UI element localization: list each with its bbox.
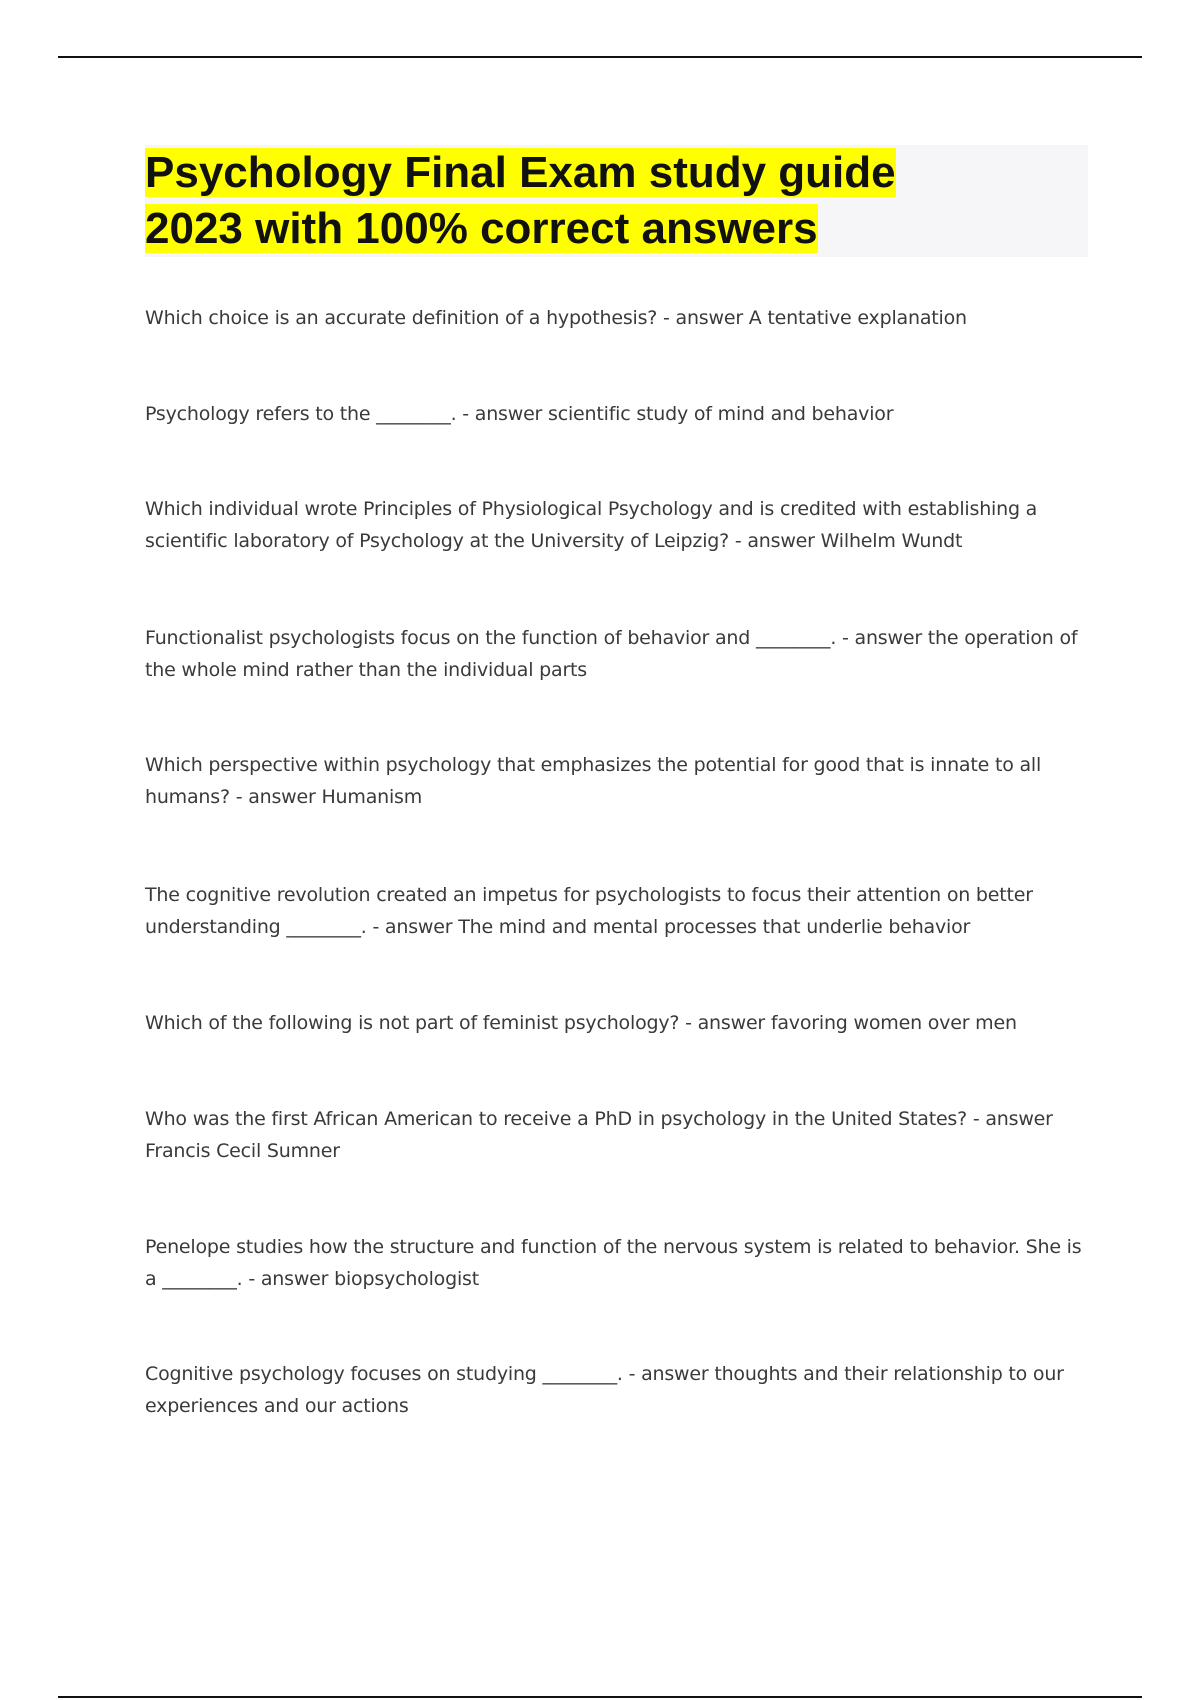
qa-item-1: Which choice is an accurate definition of a hypothesis? - answer A tentative explanation [145, 307, 967, 329]
title-line-2: 2023 with 100% correct answers [145, 204, 818, 253]
title-line-1: Psychology Final Exam study guide [145, 148, 896, 197]
qa-item-9: Penelope studies how the structure and function of the nervous system is related to behavior. She is a ________. - answer biopsychologist [145, 1236, 1082, 1290]
qa-item-8: Who was the first African American to receive a PhD in psychology in the United States? - answer Francis Cecil Sumner [145, 1108, 1053, 1162]
qa-item-3: Which individual wrote Principles of Physiological Psychology and is credited with establishing a scientific laboratory of Psychology at the University of Leipzig? - answer Wilhelm Wundt [145, 498, 1038, 552]
qa-item-2: Psychology refers to the ________. - answer scientific study of mind and behavior [145, 403, 894, 425]
title-block [145, 145, 1088, 257]
qa-item-6: The cognitive revolution created an impetus for psychologists to focus their attention on better understanding ________. - answer The mind and mental processes that underlie behavior [145, 884, 1033, 938]
qa-item-7: Which of the following is not part of feminist psychology? - answer favoring women over men [145, 1012, 1017, 1034]
qa-item-4: Functionalist psychologists focus on the function of behavior and ________. - answer the operation of the whole mind rather than the individual parts [145, 627, 1078, 681]
qa-item-5: Which perspective within psychology that emphasizes the potential for good that is innate to all humans? - answer Humanism [145, 754, 1042, 808]
document-title [145, 145, 1088, 257]
top-rule [58, 56, 1142, 58]
qa-item-10: Cognitive psychology focuses on studying ________. - answer thoughts and their relationship to our experiences and our actions [145, 1363, 1064, 1417]
bottom-rule [58, 1696, 1142, 1698]
